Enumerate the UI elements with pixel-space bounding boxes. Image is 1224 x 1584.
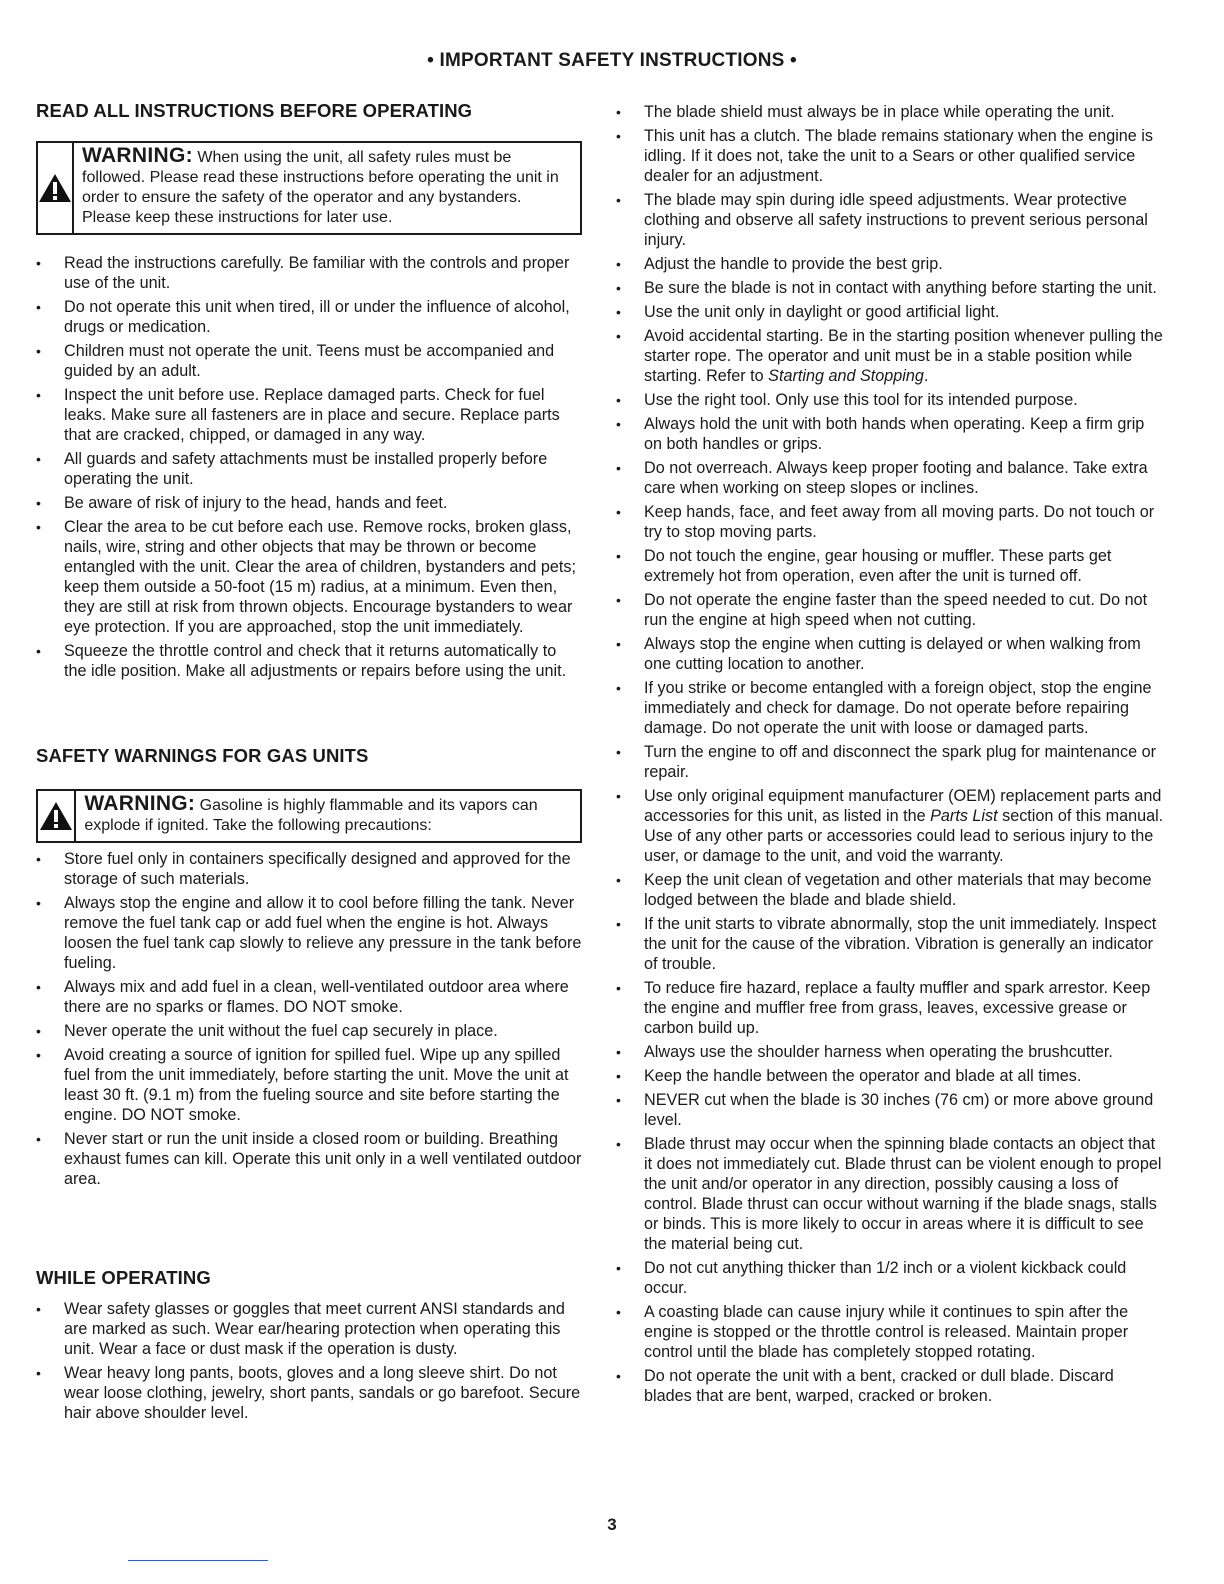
- list-item: • Use the right tool. Only use this tool for its intended purpose.: [616, 390, 1164, 410]
- list-item: • A coasting blade can cause injury while it continues to spin after the engine is stopped or the throttle control is released. Maintain proper control until the blade has completely stopped rotating.: [616, 1302, 1164, 1362]
- avoid-starting-text: Avoid accidental starting. Be in the starting position whenever pulling the starter rope. The operator and unit must be in a stable position while starting. Refer to: [644, 327, 1163, 385]
- read-all-warning-box: [36, 141, 582, 235]
- list-item: • Read the instructions carefully. Be familiar with the controls and proper use of the unit.: [36, 253, 582, 293]
- footer-rule: [128, 1560, 268, 1561]
- page-header: • IMPORTANT SAFETY INSTRUCTIONS •: [427, 50, 797, 71]
- list-item: • Always stop the engine and allow it to cool before filling the tank. Never remove the fuel tank cap or add fuel when the engine is hot. Always loosen the fuel tank cap slowly to relieve any pressure in the tank before fueling.: [36, 893, 582, 973]
- starting-stopping-reference: Starting and Stopping: [768, 367, 924, 385]
- page-number: 3: [607, 1515, 617, 1534]
- left-column: [36, 100, 582, 1427]
- list-item: • To reduce fire hazard, replace a faulty muffler and spark arrestor. Keep the engine and muffler free from grass, leaves, excessive grease or carbon build up.: [616, 978, 1164, 1038]
- avoid-starting-end: .: [923, 367, 929, 385]
- list-item: • Inspect the unit before use. Replace damaged parts. Check for fuel leaks. Make sure all fasteners are in place and secure. Replace parts that are cracked, chipped, or damaged in any way.: [36, 385, 582, 445]
- list-item: • Do not overreach. Always keep proper footing and balance. Take extra care when working on steep slopes or inclines.: [616, 458, 1164, 498]
- oem-text: Use only original equipment manufacturer (OEM) replacement parts and accessories for this unit, as listed in the: [644, 787, 1162, 825]
- list-item: • Keep the unit clean of vegetation and other materials that may become lodged between the blade and blade shield.: [616, 870, 1164, 910]
- list-item: • This unit has a clutch. The blade remains stationary when the engine is idling. If it does not, take the unit to a Sears or other qualified service dealer for an adjustment.: [616, 126, 1164, 186]
- warning-triangle-icon: [38, 173, 72, 203]
- list-item: • Avoid creating a source of ignition for spilled fuel. Wipe up any spilled fuel from the unit immediately, before starting the unit. Move the unit at least 30 ft. (9.1 m) from the fueling source and site before starting the engine. DO NOT smoke.: [36, 1045, 582, 1125]
- parts-list-reference: Parts List: [930, 807, 998, 825]
- list-item: • Use the unit only in daylight or good artificial light.: [616, 302, 1164, 322]
- while-operating-heading: WHILE OPERATING: [36, 1267, 211, 1288]
- list-item: • The blade shield must always be in place while operating the unit.: [616, 102, 1164, 122]
- list-item: • Always stop the engine when cutting is delayed or when walking from one cutting location to another.: [616, 634, 1164, 674]
- list-item-oem: [616, 786, 1164, 866]
- list-item: • The blade may spin during idle speed adjustments. Wear protective clothing and observe all safety instructions to prevent serious personal injury.: [616, 190, 1164, 250]
- list-item: • Be sure the blade is not in contact with anything before starting the unit.: [616, 278, 1164, 298]
- list-item: • Never operate the unit without the fuel cap securely in place.: [36, 1021, 582, 1041]
- list-item: • If the unit starts to vibrate abnormally, stop the unit immediately. Inspect the unit for the cause of the vibration. Vibration is generally an indicator of trouble.: [616, 914, 1164, 974]
- list-item: • Clear the area to be cut before each use. Remove rocks, broken glass, nails, wire, string and other objects that may be thrown or become entangled with the unit. Clear the area of children, bystanders and pets; keep them outside a 50-foot (15 m) radius, at a minimum. Even then, they are still at risk from thrown objects. Encourage bystanders to wear eye protection. If you are approached, stop the unit immediately.: [36, 517, 582, 637]
- list-item: • Do not operate the engine faster than the speed needed to cut. Do not run the engine at high speed when not cutting.: [616, 590, 1164, 630]
- read-all-list: [36, 253, 582, 681]
- while-operating-list: [36, 1299, 582, 1423]
- list-item: • Do not touch the engine, gear housing or muffler. These parts get extremely hot from operation, even after the unit is turned off.: [616, 546, 1164, 586]
- list-item: • Be aware of risk of injury to the head, hands and feet.: [36, 493, 582, 513]
- list-item: • Adjust the handle to provide the best grip.: [616, 254, 1164, 274]
- warning-icon-cell: [38, 791, 76, 841]
- read-all-heading: READ ALL INSTRUCTIONS BEFORE OPERATING: [36, 100, 473, 121]
- list-item-avoid-starting: [616, 326, 1164, 386]
- warning-label: WARNING:: [84, 792, 196, 815]
- right-column: [616, 102, 1164, 1410]
- list-item: • Squeeze the throttle control and check that it returns automatically to the idle position. Make all adjustments or repairs before using the unit.: [36, 641, 582, 681]
- warning-label: WARNING:: [82, 144, 193, 167]
- list-item: • Always hold the unit with both hands when operating. Keep a firm grip on both handles or grips.: [616, 414, 1164, 454]
- list-item: • Children must not operate the unit. Teens must be accompanied and guided by an adult.: [36, 341, 582, 381]
- list-item: • NEVER cut when the blade is 30 inches (76 cm) or more above ground level.: [616, 1090, 1164, 1130]
- gas-units-list: [36, 849, 582, 1189]
- list-item: • Blade thrust may occur when the spinning blade contacts an object that it does not immediately cut. Blade thrust can be violent enough to propel the unit and/or operator in any direction, possibly causing a loss of control. Blade thrust can occur without warning if the blade snags, stalls or binds. This is more likely to occur in areas where it is difficult to see the material being cut.: [616, 1134, 1164, 1254]
- list-item: • Store fuel only in containers specifically designed and approved for the storage of such materials.: [36, 849, 582, 889]
- gas-units-warning-text: [76, 791, 580, 841]
- gas-units-warning-box: [36, 789, 582, 843]
- gas-units-heading: SAFETY WARNINGS FOR GAS UNITS: [36, 745, 369, 766]
- list-item: • Wear heavy long pants, boots, gloves and a long sleeve shirt. Do not wear loose clothing, jewelry, short pants, sandals or go barefoot. Secure hair above shoulder level.: [36, 1363, 582, 1423]
- list-item: • Keep the handle between the operator and blade at all times.: [616, 1066, 1164, 1086]
- list-item: • Never start or run the unit inside a closed room or building. Breathing exhaust fumes can kill. Operate this unit only in a well ventilated outdoor area.: [36, 1129, 582, 1189]
- list-item: • Always mix and add fuel in a clean, well-ventilated outdoor area where there are no sparks or flames. DO NOT smoke.: [36, 977, 582, 1017]
- list-item: • Do not operate this unit when tired, ill or under the influence of alcohol, drugs or medication.: [36, 297, 582, 337]
- list-item: • Keep hands, face, and feet away from all moving parts. Do not touch or try to stop moving parts.: [616, 502, 1164, 542]
- list-item: • Do not operate the unit with a bent, cracked or dull blade. Discard blades that are bent, warped, cracked or broken.: [616, 1366, 1164, 1406]
- oem-end: section of this manual. Use of any other parts or accessories could lead to serious injury to the user, or damage to the unit, and void the warranty.: [644, 807, 1164, 865]
- list-item: • Always use the shoulder harness when operating the brushcutter.: [616, 1042, 1164, 1062]
- right-column-list: [616, 102, 1164, 1406]
- list-item: • If you strike or become entangled with a foreign object, stop the engine immediately and check for damage. Do not operate before repairing damage. Do not operate the unit with loose or damaged parts.: [616, 678, 1164, 738]
- list-item: • Turn the engine to off and disconnect the spark plug for maintenance or repair.: [616, 742, 1164, 782]
- warning-triangle-icon: [39, 801, 73, 831]
- list-item: • All guards and safety attachments must be installed properly before operating the unit.: [36, 449, 582, 489]
- list-item: • Do not cut anything thicker than 1/2 inch or a violent kickback could occur.: [616, 1258, 1164, 1298]
- warning-message: Gasoline is highly flammable and its vapors can explode if ignited. Take the following precautions:: [84, 797, 538, 834]
- warning-icon-cell: [38, 143, 74, 233]
- list-item: • Wear safety glasses or goggles that meet current ANSI standards and are marked as such. Wear ear/hearing protection when operating this unit. Wear a face or dust mask if the operation is dusty.: [36, 1299, 582, 1359]
- read-all-warning-text: [74, 143, 580, 233]
- warning-message: When using the unit, all safety rules must be followed. Please read these instructions before operating the unit in order to ensure the safety of the operator and any bystanders. Please keep these instructions for later use.: [82, 149, 559, 226]
